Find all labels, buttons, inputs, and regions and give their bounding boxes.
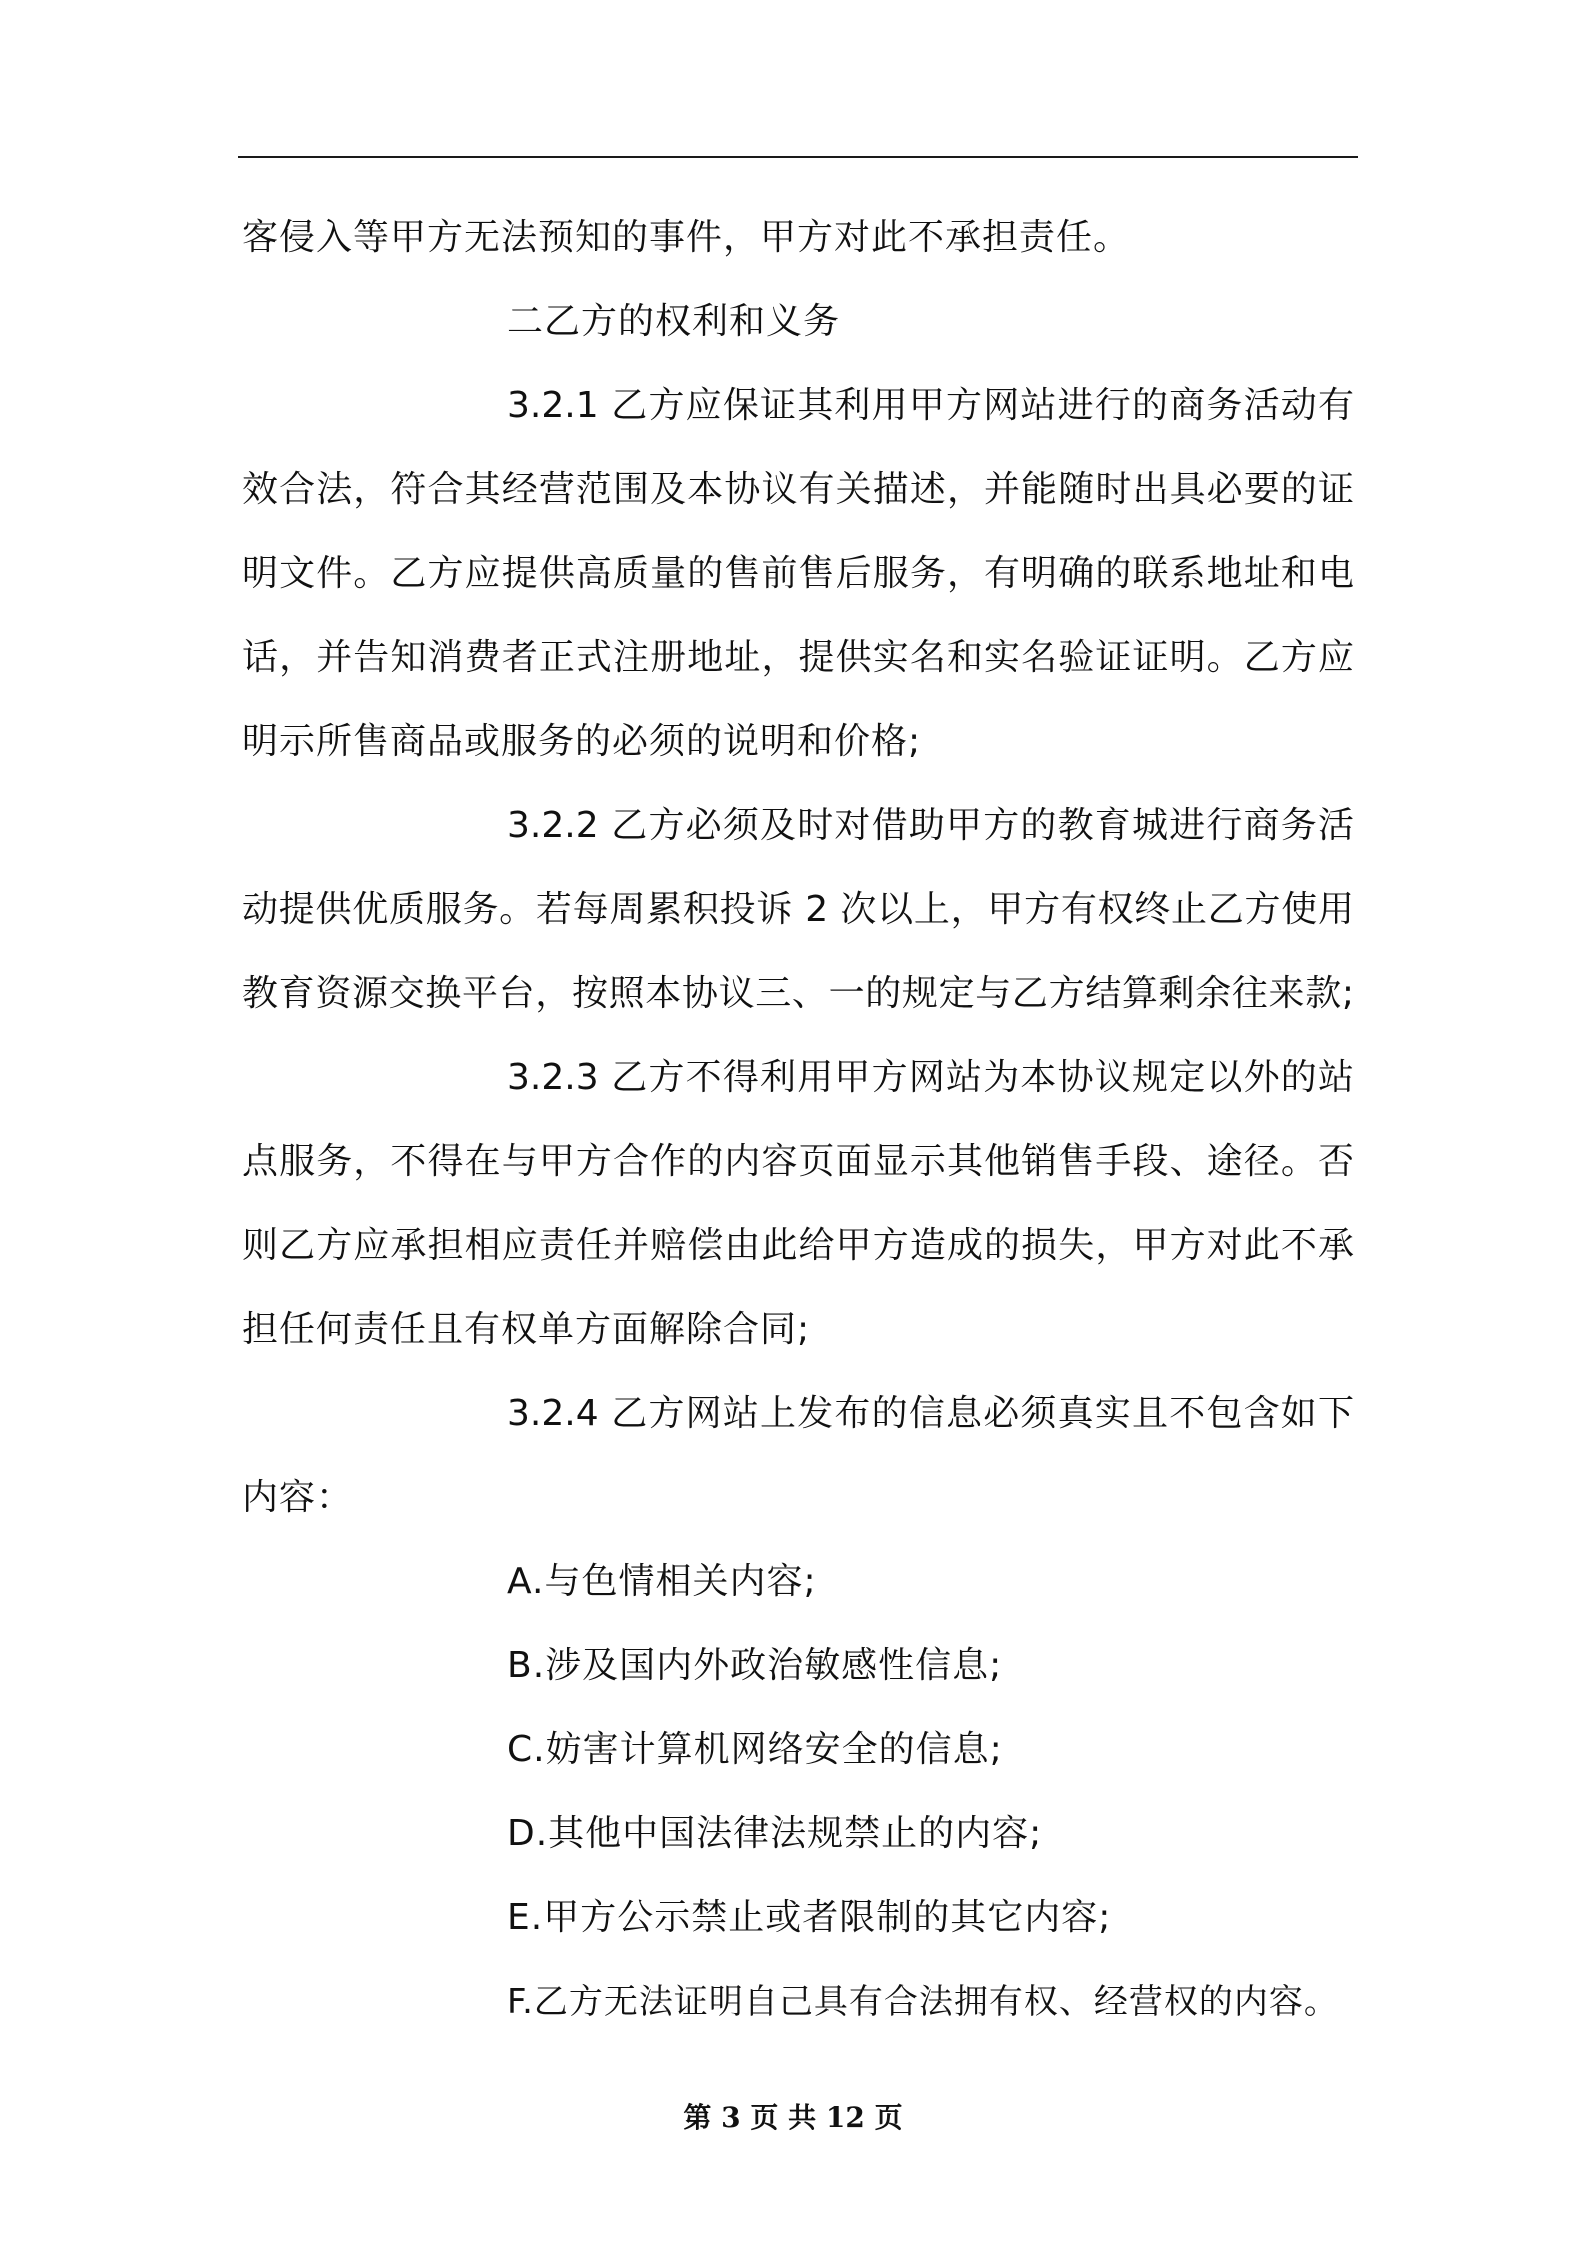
- text-line: 话，并告知消费者正式注册地址，提供实名和实名验证证明。乙方应: [242, 637, 1354, 678]
- text-line: 客侵入等甲方无法预知的事件，甲方对此不承担责任。: [242, 217, 1131, 258]
- text-line: 明示所售商品或服务的必须的说明和价格;: [242, 721, 922, 762]
- text-line: 3.2.1 乙方应保证其利用甲方网站进行的商务活动有: [507, 385, 1354, 426]
- text-line: 教育资源交换平台，按照本协议三、一的规定与乙方结算剩余往来款;: [242, 973, 1354, 1014]
- text-line: 3.2.2 乙方必须及时对借助甲方的教育城进行商务活: [507, 805, 1354, 846]
- text-line: 3.2.4 乙方网站上发布的信息必须真实且不包含如下: [507, 1393, 1354, 1434]
- text-line: 内容：: [242, 1477, 354, 1518]
- list-item: B.涉及国内外政治敏感性信息;: [507, 1645, 1003, 1686]
- list-item: E.甲方公示禁止或者限制的其它内容;: [507, 1897, 1112, 1938]
- list-item: F.乙方无法证明自己具有合法拥有权、经营权的内容。: [507, 1982, 1339, 2022]
- list-item: D.其他中国法律法规禁止的内容;: [507, 1813, 1043, 1854]
- text-line: 担任何责任且有权单方面解除合同;: [242, 1309, 811, 1350]
- text-line: 则乙方应承担相应责任并赔偿由此给甲方造成的损失，甲方对此不承: [242, 1225, 1354, 1266]
- page-number: 第 3 页 共 12 页: [683, 2101, 903, 2134]
- text-line: 3.2.3 乙方不得利用甲方网站为本协议规定以外的站: [507, 1057, 1354, 1098]
- text-line: 明文件。乙方应提供高质量的售前售后服务，有明确的联系地址和电: [242, 553, 1354, 594]
- section-heading: 二乙方的权利和义务: [507, 301, 841, 342]
- text-line: 点服务，不得在与甲方合作的内容页面显示其他销售手段、途径。否: [242, 1141, 1354, 1182]
- list-item: C.妨害计算机网络安全的信息;: [507, 1729, 1003, 1770]
- text-line: 动提供优质服务。若每周累积投诉 2 次以上，甲方有权终止乙方使用: [242, 889, 1354, 930]
- document-body: [242, 196, 1354, 2044]
- header-rule: [238, 156, 1358, 158]
- list-item: A.与色情相关内容;: [507, 1561, 817, 1602]
- text-line: 效合法，符合其经营范围及本协议有关描述，并能随时出具必要的证: [242, 469, 1354, 510]
